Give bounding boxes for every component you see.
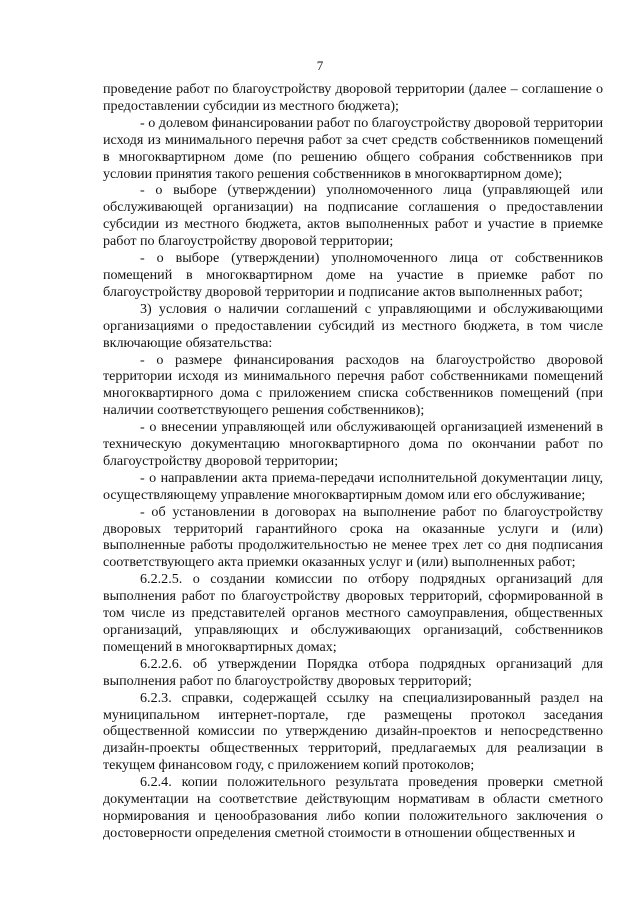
paragraph: - о размере финансирования расходов на благоустройство дворовой территории исходя из минимального перечня работ собственниками помещений многоквартирного дома с приложением списка собственников помещений (при наличии соответствующего решения собственников);	[103, 351, 603, 419]
paragraph: 6.2.2.5. о создании комиссии по отбору подрядных организаций для выполнения работ по благоустройству дворовых территорий, сформированной в том числе из представителей органов местного самоуправления, общественных организаций, управляющих и обслуживающих организаций, собственников помещений в многоквартирных домах;	[103, 571, 603, 655]
paragraph: - о внесении управляющей или обслуживающей организацией изменений в техническую документацию многоквартирного дома по окончании работ по благоустройству дворовой территории;	[103, 419, 603, 469]
paragraph: - о долевом финансировании работ по благоустройству дворовой территории исходя из минимального перечня работ за счет средств собственников помещений в многоквартирном доме (по решению общего собрания собственников при условии принятия такого решения собственников в многоквартирном доме);	[103, 114, 604, 182]
paragraph: 6.2.3. справки, содержащей ссылку на специализированный раздел на муниципальном интернет-портале, где размещены протокол заседания общественной комиссии по утверждению дизайн-проектов и непосредственно дизайн-проекты общественных территорий, предлагаемых для реализации в текущем финансовом году, с приложением копий протоколов;	[103, 689, 603, 774]
document-body	[103, 81, 603, 842]
paragraph: 6.2.4. копии положительного результата проведения проверки сметной документации на соответствие действующим нормативам в области сметного нормирования и ценообразования либо копии положительного заключения о достоверности определения сметной стоимости в отношении общественных и	[103, 774, 603, 841]
paragraph: - о направлении акта приема-передачи исполнительной документации лицу, осуществляющему управление многоквартирным домом или его обслуживание;	[103, 469, 603, 503]
page-number: 7	[316, 58, 324, 73]
paragraph: - о выборе (утверждении) уполномоченного лица (управляющей или обслуживающей организации) на подписание соглашения о предоставлении субсидии из местного бюджета, актов выполненных работ и участие в приемке работ по благоустройству дворовой территории;	[103, 182, 603, 250]
paragraph: - об установлении в договорах на выполнение работ по благоустройству дворовых территорий гарантийного срока на оказанные услуги и (или) выполненные работы продолжительностью не менее трех лет со дня подписания соответствующего акта приемки оказанных услуг и (или) выполненных работ;	[103, 503, 603, 571]
paragraph: 6.2.2.6. об утверждении Порядка отбора подрядных организаций для выполнения работ по благоустройству дворовых территорий;	[103, 655, 603, 689]
paragraph: - о выборе (утверждении) уполномоченного лица от собственников помещений в многоквартирном доме на участие в приемке работ по благоустройству дворовой территории и подписание актов выполненных работ;	[103, 250, 603, 300]
paragraph: 3) условия о наличии соглашений с управляющими и обслуживающими организациями о предоставлении субсидий из местного бюджета, в том числе включающие обязательства:	[103, 300, 603, 351]
paragraph: проведение работ по благоустройству дворовой территории (далее – соглашение о предоставлении субсидии из местного бюджета);	[103, 81, 603, 114]
